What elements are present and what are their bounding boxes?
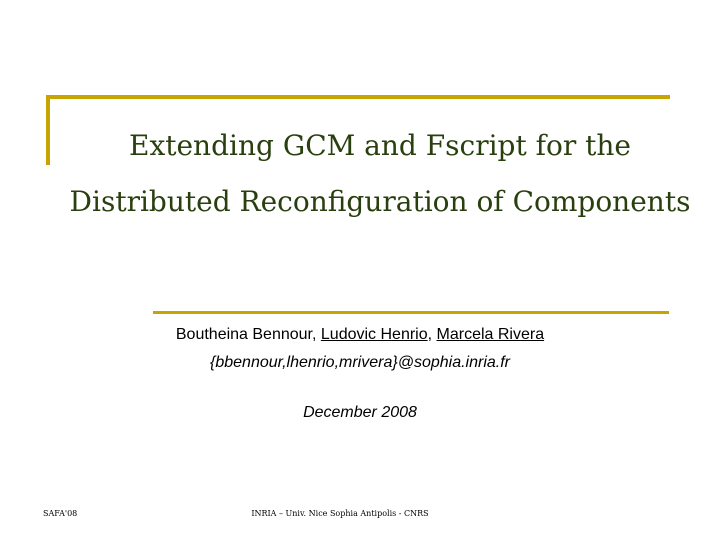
title-frame-left-rule: [46, 95, 50, 165]
slide-title-line-1: Extending GCM and Fscript for the: [129, 129, 631, 162]
presentation-date: December 2008: [303, 404, 417, 421]
subtitle-divider-rule: [153, 311, 669, 314]
author-bennour: Boutheina Bennour: [175, 326, 312, 343]
author-separator: ,: [427, 326, 437, 343]
author-rivera-link[interactable]: Marcela Rivera: [436, 326, 545, 343]
author-henrio-link[interactable]: Ludovic Henrio: [320, 326, 428, 343]
footer-affiliation: INRIA – Univ. Nice Sophia Antipolis - CNRS: [251, 509, 429, 518]
slide-title-line-2: Distributed Reconfiguration of Components: [69, 185, 691, 218]
author-separator: ,: [312, 326, 321, 343]
title-frame-top-rule: [48, 95, 670, 99]
footer-event-label: SAFA'08: [43, 509, 78, 518]
slide-title: [60, 118, 700, 230]
author-list: [0, 325, 720, 345]
author-emails: {bbennour,lhenrio,mrivera}@sophia.inria.fr: [210, 354, 510, 371]
